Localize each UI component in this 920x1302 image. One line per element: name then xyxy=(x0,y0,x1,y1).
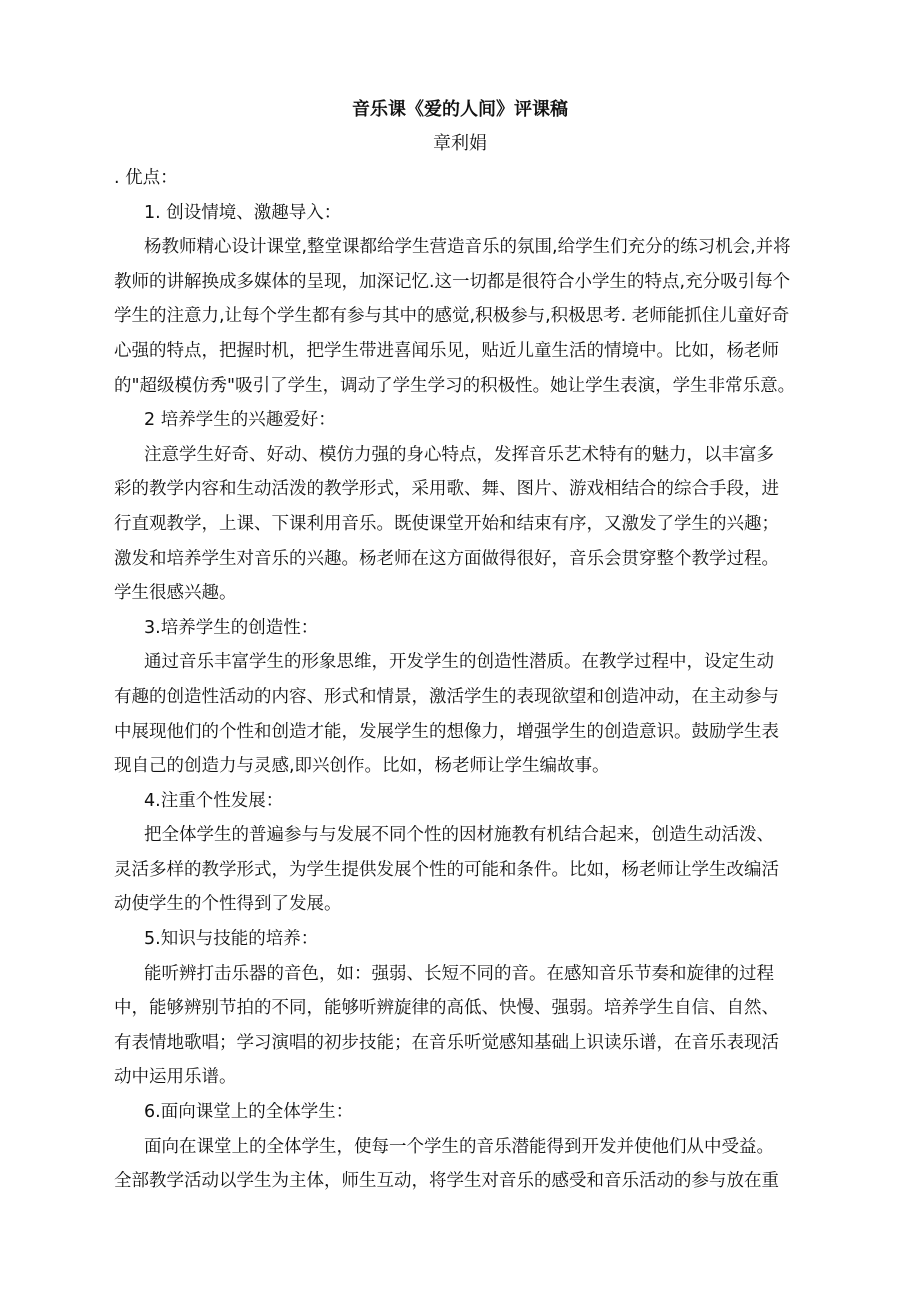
document-author: 章利娟 xyxy=(433,133,487,154)
section-paragraph xyxy=(114,957,820,1095)
section-heading: 2 培养学生的兴趣爱好： xyxy=(144,410,336,431)
paragraph-line: 行直观教学，上课、下课利用音乐。既使课堂开始和结束有序，又激发了学生的兴趣； xyxy=(114,513,779,534)
section-paragraph xyxy=(114,438,820,611)
paragraph-line: 中，能够辨别节拍的不同，能够听辨旋律的高低、快慢、强弱。培养学生自信、自然、 xyxy=(114,998,779,1019)
section-paragraph xyxy=(114,230,820,403)
paragraph-line: 能听辨打击乐器的音色，如：强弱、长短不同的音。在感知音乐节奏和旋律的过程 xyxy=(144,963,774,984)
paragraph-line: 杨教师精心设计课堂,整堂课都给学生营造音乐的氛围,给学生们充分的练习机会,并将 xyxy=(144,237,791,258)
paragraph-line: 的"超级模仿秀"吸引了学生，调动了学生学习的积极性。她让学生表演，学生非常乐意。 xyxy=(114,375,796,396)
section-heading: 1. 创设情境、激趣导入： xyxy=(144,202,342,223)
paragraph-line: 有趣的创造性活动的内容、形式和情景，激活学生的表现欲望和创造冲动，在主动参与 xyxy=(114,686,779,707)
section-label: . 优点： xyxy=(114,168,178,188)
section-heading: 6.面向课堂上的全体学生： xyxy=(144,1102,354,1123)
paragraph-line: 教师的讲解换成多媒体的呈现，加深记忆.这一切都是很符合小学生的特点,充分吸引每个 xyxy=(114,271,791,292)
section-paragraph xyxy=(114,818,820,922)
document-title: 音乐课《爱的人间》评课稿 xyxy=(352,99,568,120)
paragraph-line: 现自己的创造力与灵感,即兴创作。比如，杨老师让学生编故事。 xyxy=(114,756,610,777)
paragraph-line: 动中运用乐谱。 xyxy=(114,1067,237,1088)
section-paragraph xyxy=(114,1130,820,1199)
section-heading: 4.注重个性发展： xyxy=(144,790,284,811)
document-body xyxy=(114,161,820,1199)
paragraph-line: 注意学生好奇、好动、模仿力强的身心特点，发挥音乐艺术特有的魅力，以丰富多 xyxy=(144,444,774,465)
paragraph-line: 学生的注意力,让每个学生都有参与其中的感觉,积极参与,积极思考. 老师能抓住儿童好奇 xyxy=(114,306,790,327)
section-heading: 3.培养学生的创造性： xyxy=(144,617,319,638)
paragraph-line: 心强的特点，把握时机，把学生带进喜闻乐见，贴近儿童生活的情境中。比如，杨老师 xyxy=(114,340,779,361)
paragraph-line: 动使学生的个性得到了发展。 xyxy=(114,894,342,915)
paragraph-line: 面向在课堂上的全体学生，使每一个学生的音乐潜能得到开发并使他们从中受益。 xyxy=(144,1136,774,1157)
paragraph-line: 全部教学活动以学生为主体，师生互动，将学生对音乐的感受和音乐活动的参与放在重 xyxy=(114,1171,779,1192)
paragraph-line: 中展现他们的个性和创造才能，发展学生的想像力，增强学生的创造意识。鼓励学生表 xyxy=(114,721,779,742)
section-paragraph xyxy=(114,645,820,783)
paragraph-line: 把全体学生的普遍参与与发展不同个性的因材施教有机结合起来，创造生动活泼、 xyxy=(144,825,774,846)
paragraph-line: 彩的教学内容和生动活泼的教学形式，采用歌、舞、图片、游戏相结合的综合手段，进 xyxy=(114,479,779,500)
paragraph-line: 灵活多样的教学形式，为学生提供发展个性的可能和条件。比如，杨老师让学生改编活 xyxy=(114,859,779,880)
paragraph-line: 激发和培养学生对音乐的兴趣。杨老师在这方面做得很好，音乐会贯穿整个教学过程。 xyxy=(114,548,779,569)
section-heading: 5.知识与技能的培养： xyxy=(144,929,319,950)
paragraph-line: 有表情地歌唱；学习演唱的初步技能；在音乐听觉感知基础上识读乐谱，在音乐表现活 xyxy=(114,1032,779,1053)
paragraph-line: 学生很感兴趣。 xyxy=(114,583,237,604)
paragraph-line: 通过音乐丰富学生的形象思维，开发学生的创造性潜质。在教学过程中，设定生动 xyxy=(144,652,774,673)
